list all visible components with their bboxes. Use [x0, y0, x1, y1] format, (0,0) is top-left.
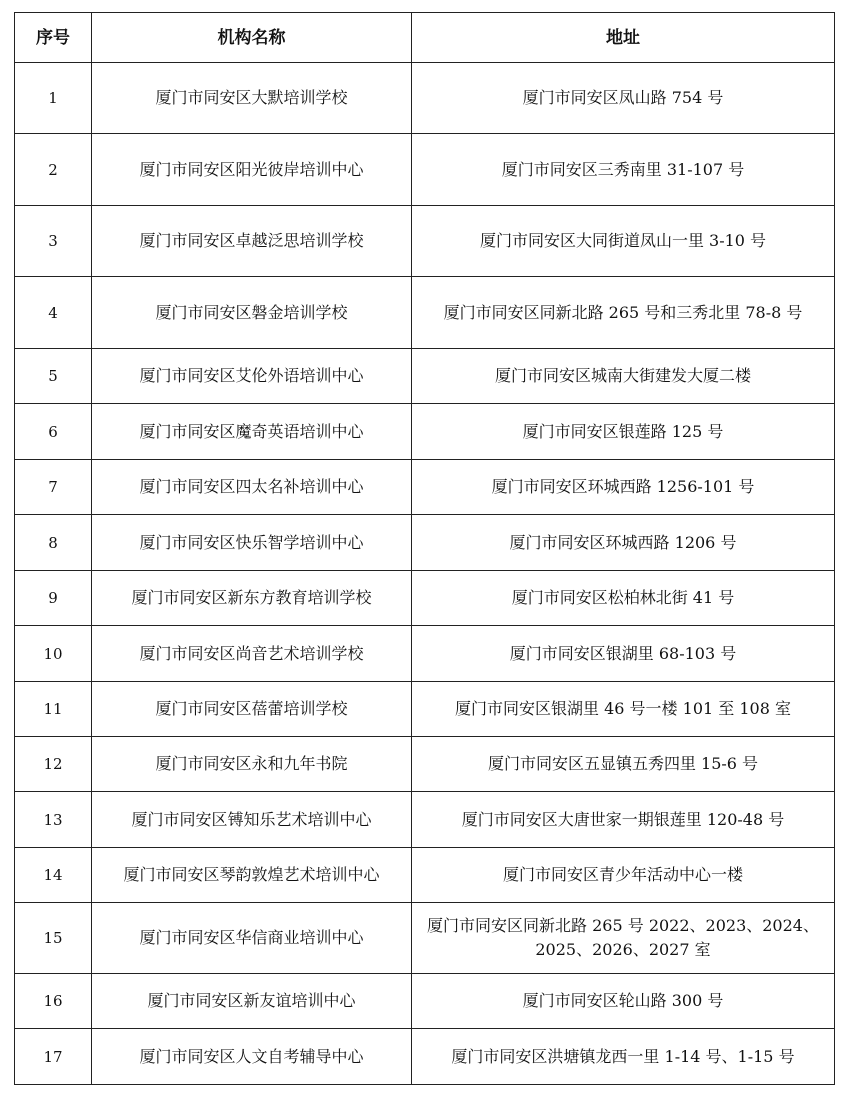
- row-index: 4: [15, 277, 92, 349]
- row-index: 10: [15, 626, 92, 682]
- row-index: 1: [15, 63, 92, 134]
- row-name: 厦门市同安区琴韵敦煌艺术培训中心: [92, 848, 412, 903]
- row-address: 厦门市同安区环城西路 1256-101 号: [412, 460, 835, 515]
- table-row: [15, 903, 835, 974]
- row-name: 厦门市同安区尚音艺术培训学校: [92, 626, 412, 682]
- row-address: 厦门市同安区大唐世家一期银莲里 120-48 号: [412, 792, 835, 848]
- header-index: 序号: [15, 13, 92, 63]
- row-name: 厦门市同安区艾伦外语培训中心: [92, 349, 412, 404]
- row-index: 12: [15, 737, 92, 792]
- row-index: 14: [15, 848, 92, 903]
- table-row: [15, 515, 835, 571]
- row-address: 厦门市同安区青少年活动中心一楼: [412, 848, 835, 903]
- institution-table: [14, 12, 835, 1085]
- row-name: 厦门市同安区卓越泛思培训学校: [92, 206, 412, 277]
- row-name: 厦门市同安区新友谊培训中心: [92, 974, 412, 1029]
- row-name: 厦门市同安区大默培训学校: [92, 63, 412, 134]
- table-row: [15, 848, 835, 903]
- row-name: 厦门市同安区魔奇英语培训中心: [92, 404, 412, 460]
- row-name: 厦门市同安区新东方教育培训学校: [92, 571, 412, 626]
- table-row: [15, 626, 835, 682]
- table-row: [15, 571, 835, 626]
- table-row: [15, 349, 835, 404]
- row-name: 厦门市同安区阳光彼岸培训中心: [92, 134, 412, 206]
- table-body: [15, 63, 835, 1085]
- row-address: 厦门市同安区凤山路 754 号: [412, 63, 835, 134]
- header-row: [15, 13, 835, 63]
- row-index: 6: [15, 404, 92, 460]
- table-row: [15, 134, 835, 206]
- table-row: [15, 460, 835, 515]
- row-address: 厦门市同安区洪塘镇龙西一里 1-14 号、1-15 号: [412, 1029, 835, 1085]
- row-index: 5: [15, 349, 92, 404]
- row-address: 厦门市同安区三秀南里 31-107 号: [412, 134, 835, 206]
- table-row: [15, 277, 835, 349]
- row-name: 厦门市同安区永和九年书院: [92, 737, 412, 792]
- row-index: 15: [15, 903, 92, 974]
- row-address: 厦门市同安区轮山路 300 号: [412, 974, 835, 1029]
- header-name: 机构名称: [92, 13, 412, 63]
- row-index: 11: [15, 682, 92, 737]
- row-index: 2: [15, 134, 92, 206]
- row-address: 厦门市同安区大同街道凤山一里 3-10 号: [412, 206, 835, 277]
- row-index: 9: [15, 571, 92, 626]
- row-address: 厦门市同安区城南大街建发大厦二楼: [412, 349, 835, 404]
- row-name: 厦门市同安区镈知乐艺术培训中心: [92, 792, 412, 848]
- row-address: 厦门市同安区银莲路 125 号: [412, 404, 835, 460]
- row-name: 厦门市同安区人文自考辅导中心: [92, 1029, 412, 1085]
- row-name: 厦门市同安区快乐智学培训中心: [92, 515, 412, 571]
- row-address: 厦门市同安区松柏林北街 41 号: [412, 571, 835, 626]
- table-row: [15, 63, 835, 134]
- row-address: 厦门市同安区环城西路 1206 号: [412, 515, 835, 571]
- row-name: 厦门市同安区磐金培训学校: [92, 277, 412, 349]
- table-row: [15, 404, 835, 460]
- row-index: 17: [15, 1029, 92, 1085]
- row-index: 13: [15, 792, 92, 848]
- header-address: 地址: [412, 13, 835, 63]
- table-row: [15, 206, 835, 277]
- row-address: 厦门市同安区同新北路 265 号和三秀北里 78-8 号: [412, 277, 835, 349]
- table-row: [15, 1029, 835, 1085]
- row-index: 8: [15, 515, 92, 571]
- row-name: 厦门市同安区蓓蕾培训学校: [92, 682, 412, 737]
- row-address: 厦门市同安区银湖里 46 号一楼 101 至 108 室: [412, 682, 835, 737]
- table-row: [15, 792, 835, 848]
- table-row: [15, 682, 835, 737]
- table-row: [15, 737, 835, 792]
- row-index: 7: [15, 460, 92, 515]
- row-address: 厦门市同安区同新北路 265 号 2022、2023、2024、2025、2026、2027 室: [412, 903, 835, 974]
- row-index: 16: [15, 974, 92, 1029]
- row-address: 厦门市同安区银湖里 68-103 号: [412, 626, 835, 682]
- table-row: [15, 974, 835, 1029]
- row-name: 厦门市同安区华信商业培训中心: [92, 903, 412, 974]
- row-name: 厦门市同安区四太名补培训中心: [92, 460, 412, 515]
- row-index: 3: [15, 206, 92, 277]
- row-address: 厦门市同安区五显镇五秀四里 15-6 号: [412, 737, 835, 792]
